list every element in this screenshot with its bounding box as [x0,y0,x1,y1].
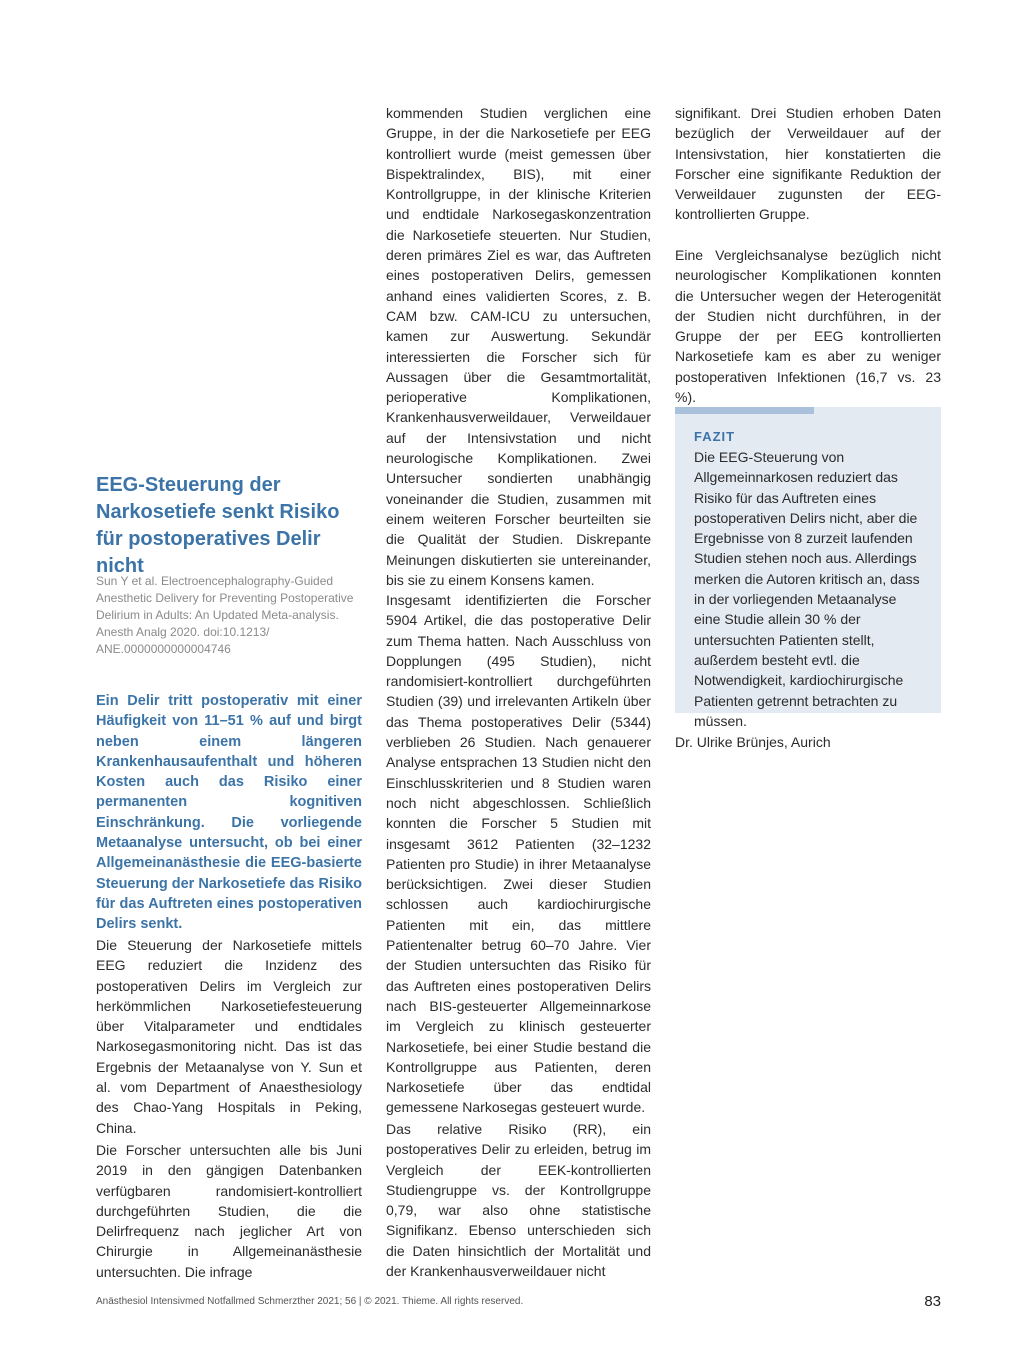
body-paragraph: signifikant. Drei Studien erhoben Daten bezüglich der Verweildauer auf der Intensivstation, hier konstatierten die Forscher eine signifikante Reduktion der Verweildauer zugunsten der EEG-kontrollierten Gruppe. [675,105,941,223]
article-lead: Ein Delir tritt postoperativ mit einer Häufigkeit von 11–51 % auf und birgt neben einem längeren Krankenhausaufenthalt und höheren Kosten auch das Risiko einer permanenten kognitiven Einschränkung. Die vorliegende Metaanalyse untersucht, ob bei einer Allgemeinanästhesie die EEG-basierte Steuerung der Narkosetiefe das Risiko für das Auftreten eines postoperativen Delirs senkt. [96,693,362,933]
fazit-box [675,407,941,729]
article-citation: Sun Y et al. Electroencephalography-Guided Anesthetic Delivery for Preventing Postoperative Delirium in Adults: An Updated Meta-analysis. Anesth Analg 2020. doi:10.1213/ ANE.0000000000004746 [96,574,354,656]
fazit-label: FAZIT [694,429,736,444]
fazit-text: Die EEG-Steuerung von Allgemeinnarkosen reduziert das Risiko für das Auftreten eines postoperativen Delirs nicht, aber die Ergebnisse von 8 zurzeit laufenden Studien stehen noch aus. Allerdings merken die Autoren kritisch an, dass in der vorliegenden Metaanalyse eine Studie allein 30 % der untersuchten Patienten stellt, außerdem besteht evtl. die Notwendigkeit, kardiochirurgische Patienten getrennt betrachten zu müssen. [694,449,920,729]
body-paragraph: Das relative Risiko (RR), ein postoperatives Delir zu erleiden, betrug im Vergleich der EEK-kontrollierten Studiengruppe vs. der Kontrollgruppe 0,79, war also ohne statistische Signifikanz. Ebenso unterschieden sich die Daten hinsichtlich der Mortalität und der Krankenhausverweildauer nicht [386,1121,651,1280]
body-paragraph: Eine Vergleichsanalyse bezüglich nicht neurologischer Komplikationen konnten die Untersucher wegen der Heterogenität der Studien nicht durchführen, in der Gruppe der per EEG kontrollierten Narkosetiefe kam es aber zu weniger postoperativen Infektionen (16,7 vs. 23 %). [675,247,941,406]
article-title: EEG-Steuerung der Narkosetiefe senkt Risiko für postoperatives Delir nicht [96,474,340,577]
body-paragraph: Die Steuerung der Narkosetiefe mittels EEG reduziert die Inzidenz des postoperativen Delirs im Vergleich zur herkömmlichen Narkosetiefesteuerung über Vitalparameter und endtidales Narkosegasmonitoring nicht. Das ist das Ergebnis der Metaanalyse von Y. Sun et al. vom Department of Anaesthesiology des Chao-Yang Hospitals in Peking, China. [96,937,362,1136]
body-paragraph: kommenden Studien verglichen eine Gruppe, in der die Narkosetiefe per EEG kontrolliert wurde (meist gemessen über Bispektralindex, BIS), mit einer Kontrollgruppe, in der klinische Kriterien und endtidale Narkosegaskonzentration die Narkosetiefe steuerten. Nur Studien, deren primäres Ziel es war, das Auftreten eines postoperativen Delirs, gemessen anhand eines validierten Scores, z. B. CAM bzw. CAM-ICU zu untersuchen, kamen zur Auswertung. Sekundär interessierten die Forscher sich für Aussagen über die Gesamtmortalität, perioperative Komplikationen, Krankenhausverweildauer, Verweildauer auf der Intensivstation und nicht neurologische Komplikationen. Zwei Untersucher sondierten unabhängig voneinander die Studien, zusammen mit einem weiteren Forscher beurteilten sie die Qualität der Studien. Diskrepante Meinungen diskutierten sie untereinander, bis sie zu einem Konsens kamen. [386,105,651,588]
body-paragraph: Die Forscher untersuchten alle bis Juni 2019 in den gängigen Datenbanken verfügbaren randomisiert-kontrolliert durchgeführten Studien, die die Delirfrequenz nach jeglicher Art von Chirurgie in Allgemeinanästhesie untersuchten. Die infrage [96,1142,362,1280]
page-number: 83 [924,1293,941,1310]
author-name: Dr. Ulrike Brünjes, Aurich [675,734,831,750]
body-paragraph: Insgesamt identifizierten die Forscher 5904 Artikel, die das postoperative Delir zum Thema hatten. Nach Ausschluss von Dopplungen (495 Studien), nicht randomisiert-kontrolliert durchgeführten Studien (39) und irrelevanten Artikeln über das Thema postoperatives Delir (5344) verblieben 26 Studien. Nach genauerer Analyse entsprachen 13 Studien nicht den Einschlusskriterien und 8 Studien waren noch nicht abgeschlossen. Schließlich konnten die Forscher 5 Studien mit insgesamt 3612 Patienten (32–1232 Patienten pro Studie) in ihrer Metaanalyse berücksichtigen. Zwei dieser Studien schlossen auch kardiochirurgische Patienten mit ein, das mittlere Patientenalter betrug 60–70 Jahre. Vier der Studien untersuchten das Risiko für das Auftreten eines postoperativen Delirs nach BIS-gesteuerter Allgemeinnarkose im Vergleich zu klinisch gesteuerter Narkosetiefe, bei einer Studie bestand die Kontrollgruppe aus Patienten, deren Narkosetiefe über das endtidal gemessene Narkosegas gesteuert wurde. [386,592,651,1116]
fazit-accent-bar [675,407,814,414]
journal-footer: Anästhesiol Intensivmed Notfallmed Schmerzther 2021; 56 | © 2021. Thieme. All rights reserved. [96,1296,524,1307]
